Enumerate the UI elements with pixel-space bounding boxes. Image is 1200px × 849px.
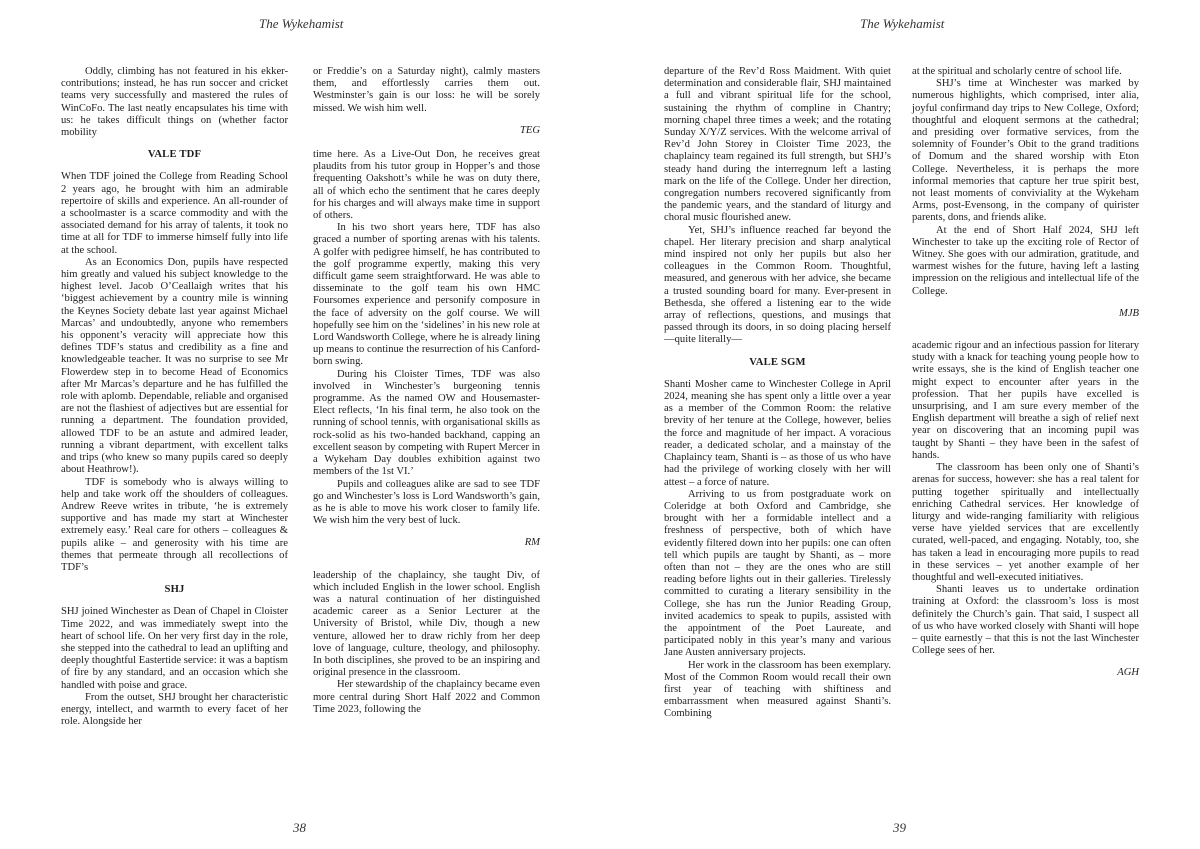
paragraph: SHJ joined Winchester as Dean of Chapel in Cloister Time 2022, and was immediately swept into the heart of school life. On her very first day in the role, she stepped into the cathedral to lead an uplifting and deeply thoughtful Eastertide service: it was a baptism of fire by any standard, and an occasion which she handled with poise and grace. bbox=[61, 606, 288, 691]
author-initials: MJB bbox=[1119, 307, 1139, 319]
page-number-right: 39 bbox=[893, 820, 906, 835]
paragraph: As an Economics Don, pupils have respected him greatly and valued his subject knowledge to the highest level. Jacob O’Ceallaigh writes that his ‘biggest achievement by a country mile is winning the Keynes Society debate last year against Michael Marcas’ and undoubtedly, anyone who remembers his opponent’s veracity will appreciate how this defines TDF’s status and credibility as a fine and knowledgeable teacher. It was no surprise to see Mr Flowerdew step in to become Head of Economics after Mr Marcas’s departure and he has fulfilled the role with aplomb. Dependable, reliable and organised are not the flashiest of adjectives but are essential for running a department. The foundation provided, allowed TDF to be an astute and admired leader, running a vibrant department, with excellent talks and trips (who knew so many pupils cared so deeply about Heathrow!). bbox=[61, 256, 288, 476]
author-initials: RM bbox=[524, 537, 540, 549]
paragraph: or Freddie’s on a Saturday night), calmly masters them, and effortlessly carries them out. Westminster’s gain is our loss: he will be sorely missed. We wish him well. bbox=[313, 66, 540, 114]
running-header-left: The Wykehamist bbox=[259, 16, 344, 31]
paragraph: Arriving to us from postgraduate work on Coleridge at both Oxford and Cambridge, she brought with her a formidable intellect and a freshness of perspective, both of which have evidently filtered down into her pupils: one can often tell which pupils are taught by Shanti, as – more often than not – they are the ones who are still reading before lights out in their galleries. Tirelessly committed to curating a literary sensibility in the College, she has run the Junior Reading Group, invited academics to speak to pupils, assisted with the appointment of the Poet Laureate, and participated nobly in this year’s many and various Jane Austen anniversary projects. bbox=[664, 488, 891, 659]
column-3 bbox=[664, 66, 891, 721]
author-initials: TEG bbox=[519, 124, 540, 136]
paragraph: academic rigour and an infectious passion for literary study with a knack for teaching young people how to write essays, she is the kind of English teacher one might expect to encounter after years in the profession. That her pupils have excelled is unsurprising, and I am sure every member of the English department will breathe a sigh of relief next year on discovering that an incoming pupil was taught by Shanti – they have been in the safest of hands. bbox=[912, 340, 1139, 461]
paragraph: In his two short years here, TDF has also graced a number of sporting arenas with his talents. A golfer with pedigree himself, he has contributed to the golf programme expertly, making this very difficult game seem straightforward. He was able to disseminate to the golf team his own HMC Foursomes experience and personify composure in the face of adversity on the golf course. We will hopefully see him on the ‘sidelines’ in his new role at Lord Wandsworth College, where he is already lining up means to continue the resurrection of his Canford-born swing. bbox=[313, 222, 540, 368]
author-initials: AGH bbox=[1117, 667, 1139, 679]
paragraph: departure of the Rev’d Ross Maidment. With quiet determination and considerable flair, SHJ maintained a full and vibrant spiritual life for the school, sustaining the rhythm of compline in Chantry; morning chapel three times a week; and the rotating Sunday X/Y/Z services. With the welcome arrival of Rev’d John Storey in Cloister Time 2023, the chaplaincy team regained its full strength, but SHJ’s steady hand during the interregnum left a lasting mark on the life of the College. Under her direction, congregation numbers recovered significantly from the pandemic years, and the standard of liturgy and choral music flourished anew. bbox=[664, 66, 891, 224]
paragraph: At the end of Short Half 2024, SHJ left Winchester to take up the exciting role of Rector of Witney. She goes with our admiration, gratitude, and warmest wishes for the future, having left a lasting impression on the religious and intellectual life of the College. bbox=[912, 224, 1139, 297]
paragraph: SHJ’s time at Winchester was marked by numerous highlights, which comprised, inter alia, joyful confirmand day trips to New College, Oxford; thoughtful and eloquent sermons at the cathedral; and presiding over formative services, from the solemnity of Founder’s Obit to the grand traditions of Domum and the shared worship with Eton College. Nevertheless, it is perhaps the more informal memories that capture her true spirit best, not least moments of conviviality at the Wykeham Arms, post-Evensong, in the company of quirister parents, dons, and friends alike. bbox=[912, 78, 1139, 224]
paragraph: Yet, SHJ’s influence reached far beyond the chapel. Her literary precision and sharp analytical mind inspired not only her pupils but also her colleagues in the Common Room. Thoughtful, measured, and generous with her advice, she became a trusted sounding board for many. Ever-present in Bethesda, she offered a listening ear to the wide array of reflections, questions, and musings that passed through its doors, in so doing placing herself—quite literally— bbox=[664, 224, 891, 346]
paragraph: TDF is somebody who is always willing to help and take work off the shoulders of colleagues. Andrew Reeve writes in tribute, ‘he is extremely supportive and has made my start at Winchester extremely easy.’ Real care for others – colleagues & pupils alike – and generosity with his time are themes that permeate through all recollections of TDF’s bbox=[61, 476, 288, 573]
column-1 bbox=[61, 66, 288, 728]
column-4 bbox=[912, 66, 1139, 692]
section-heading-vale-tdf: VALE TDF bbox=[147, 149, 202, 161]
paragraph: From the outset, SHJ brought her characteristic energy, intellect, and warmth to every facet of her role. Alongside her bbox=[61, 691, 288, 728]
column-2 bbox=[313, 66, 540, 716]
paragraph: leadership of the chaplaincy, she taught Div, of which included English in the lower school. English was a natural continuation of her distinguished academic career as a Senior Lecturer at the University of Bristol, while Div, though a new venture, allowed her to draw richly from her deep love of language, culture, theology, and philosophy. In both disciplines, she proved to be an inspiring and original presence in the classroom. bbox=[313, 569, 540, 679]
paragraph: Shanti Mosher came to Winchester College in April 2024, meaning she has spent only a little over a year as a member of the Common Room: the relative brevity of her tenure at the College, however, belies the force and magnitude of her impact. A voracious reader, a dedicated scholar, and a mainstay of the Chaplaincy team, Shanti is – as those of us who have had the privilege of working closely with her will attest – a force of nature. bbox=[664, 378, 891, 488]
paragraph: Her work in the classroom has been exemplary. Most of the Common Room would recall their own first year of teaching with shiftiness and embarrassment when measured against Shanti’s. Combining bbox=[664, 659, 891, 720]
section-heading-shj: SHJ bbox=[164, 584, 185, 596]
paragraph: When TDF joined the College from Reading School 2 years ago, he brought with him an admirable repertoire of skills and experience. An all-rounder of a schoolmaster is a scarce commodity and with the associated demand for his array of talents, it took no time at all for TDF to immerse himself fully into life at the school. bbox=[61, 171, 288, 256]
paragraph: Oddly, climbing has not featured in his ekker-contributions; instead, he has run soccer and cricket teams very successfully and mastered the rules of WinCoFo. The last neatly encapsulates his time with us: he takes difficult things on (whether factor mobility bbox=[61, 66, 288, 139]
paragraph: The classroom has been only one of Shanti’s arenas for success, however: she has a real talent for putting together spiritually and intellectually enriching Cathedral services. Her knowledge of liturgy and wide-ranging familiarity with religious verse have yielded services that are excellently curated, well-paced, and engaging. Notably, too, she has taken a lead in encouraging more pupils to read in these services – yet another example of her thoughtful and well-executed initiatives. bbox=[912, 462, 1139, 583]
section-heading-vale-sgm: VALE SGM bbox=[749, 356, 806, 368]
paragraph: Pupils and colleagues alike are sad to see TDF go and Winchester’s loss is Lord Wandsworth’s gain, as he is able to move his work closer to family life. We wish him the very best of luck. bbox=[313, 478, 540, 527]
paragraph: time here. As a Live-Out Don, he receives great plaudits from his tutor group in Hopper’s and those frequenting Oakshott’s while he was on duty there, all of which echo the sentiment that he cares deeply for his charges and will always make time in support of others. bbox=[313, 149, 540, 222]
paragraph: Her stewardship of the chaplaincy became even more central during Short Half 2022 and Common Time 2023, following the bbox=[313, 679, 540, 715]
paragraph: at the spiritual and scholarly centre of school life. bbox=[912, 66, 1122, 77]
page-number-left: 38 bbox=[293, 820, 306, 835]
running-header-right: The Wykehamist bbox=[860, 16, 945, 31]
paragraph: During his Cloister Times, TDF was also involved in Winchester’s burgeoning tennis programme. As the named OW and Housemaster-Elect reflects, ‘In his final term, he also took on the running of school tennis, with organisational skills as rock-solid as his two-handed backhand, capping an excellent season by competing with Rupert Mercer in a Wykeham Day doubles exhibition against two members of the 1st VI.’ bbox=[313, 368, 540, 478]
paragraph: Shanti leaves us to undertake ordination training at Oxford: the classroom’s loss is most definitely the Church’s gain. That said, I suspect all of us who have worked closely with Shanti will hope – quite earnestly – that this is not the last Winchester College sees of her. bbox=[912, 584, 1139, 657]
